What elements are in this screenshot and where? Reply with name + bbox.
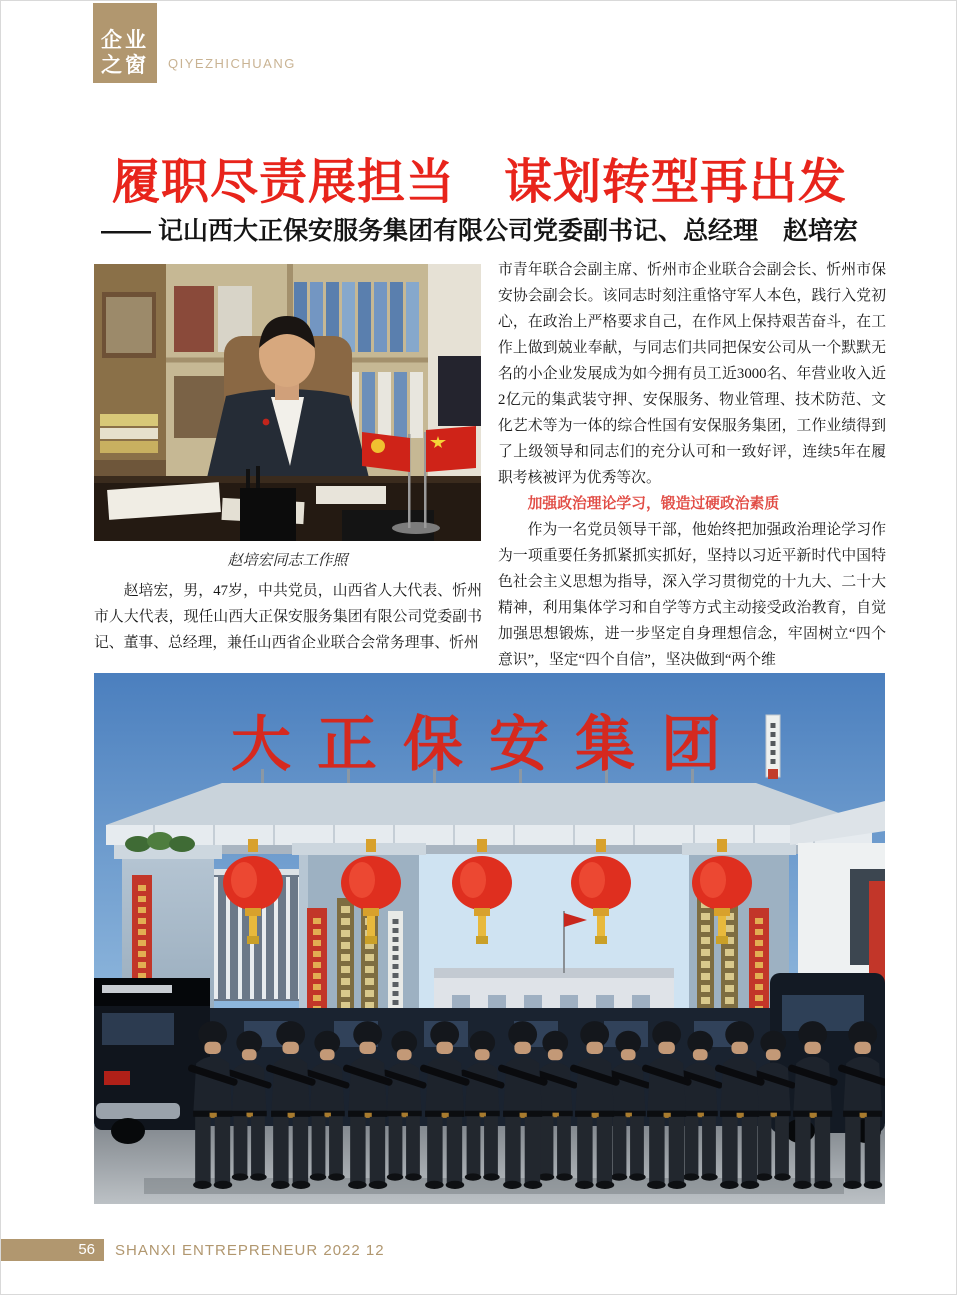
photo-frame-inner <box>106 297 152 353</box>
body-paragraph-continuation: 市青年联合会副主席、忻州市企业联合会副会长、忻州市保安协会副会长。该同志时刻注重恪守军人本色，践行入党初心，在政治上严格要求自己，在作风上保持艰苦奋斗，在工作上做到兢业奉献，与同志们共同把保安公司从一个默默无名的小企业发展成为如今拥有员工近3000名、年营业收入近2亿元的集武装守押、安保服务、物业管理、技术防范、文化艺术等为一体的综合性国有安保服务集团，工作业绩得到了上级领导和同志们的充分认可和一致好评，连续5年在履职考核被评为优秀等次。 <box>498 262 886 486</box>
article-title: 履职尽责展担当 谋划转型再出发 <box>111 156 847 209</box>
gate-sign-text: 大正保安集团 <box>231 712 747 778</box>
desk-edge <box>94 476 481 483</box>
left-column-paragraph: 赵培宏，男，47岁，中共党员，山西省人大代表、忻州市人大代表，现任山西大正保安服务集团有限公司党委副书记、董事、总经理，兼任山西省企业联合会常务理事、忻州 <box>94 583 482 651</box>
right-column <box>498 257 886 673</box>
section-badge <box>93 3 157 83</box>
party-flag <box>362 432 410 472</box>
section-heading: 加强政治理论学习，锻造过硬政治素质 <box>527 496 780 512</box>
book-stack <box>100 414 158 426</box>
book-stack <box>100 428 158 439</box>
badge-line1: 企业 <box>101 28 149 52</box>
journal-footer-text: SHANXI ENTREPRENEUR 2022 12 <box>115 1242 385 1259</box>
body-paragraph-2: 作为一名党员领导干部，他始终把加强政治理论学习作为一项重要任务抓紧抓实抓好，坚持以习近平新时代中国特色社会主义思想为指导，深入学习贯彻党的十九大、二十大精神，利用集体学习和自学等方式主动接受政治教育，自觉加强思想锻炼，进一步坚定自身理想信念，牢固树立“四个意识”，坚定“四个自信”，坚决做到“两个维 <box>498 522 886 668</box>
national-flag <box>426 426 476 472</box>
section-badge-text <box>93 28 157 78</box>
page-number-bar <box>1 1239 104 1261</box>
rooftop-sign <box>231 712 780 787</box>
company-gate-photo <box>94 673 885 1204</box>
monitor <box>438 356 481 426</box>
photo-caption: 赵培宏同志工作照 <box>227 553 348 569</box>
armored-truck <box>94 978 210 1144</box>
pen-holder <box>240 488 296 541</box>
section-badge-roman: QIYEZHICHUANG <box>168 56 296 71</box>
pen <box>256 466 260 491</box>
notebook <box>316 486 386 504</box>
badge-line2: 之窗 <box>101 53 149 77</box>
page-number: 56 <box>78 1241 95 1258</box>
office-portrait-photo <box>94 264 481 541</box>
article-subtitle: —— 记山西大正保安服务集团有限公司党委副书记、总经理 赵培宏 <box>101 217 858 245</box>
book-stack <box>100 441 158 453</box>
pen <box>246 469 250 491</box>
